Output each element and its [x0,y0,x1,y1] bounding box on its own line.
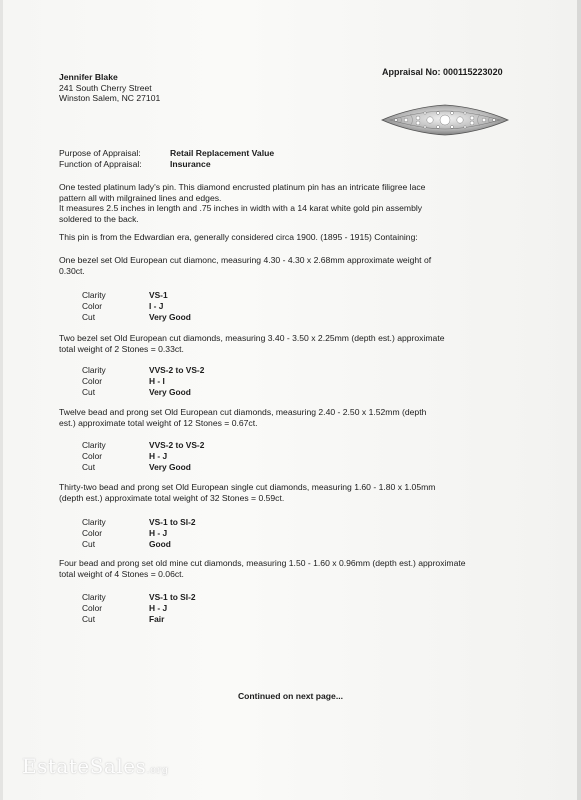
cut-value: Very Good [149,386,191,397]
color-value: H - J [149,602,168,613]
color-value: H - I [149,375,165,386]
page-left-edge [0,0,3,800]
cut-label: Cut [82,311,96,322]
stone-line: One bezel set Old European cut diamonc, measuring 4.30 - 4.30 x 2.68mm approximate weight of [59,255,432,265]
estatesales-watermark [22,754,169,778]
color-label: Color [82,527,103,538]
appraiser-street: 241 South Cherry Street [59,82,152,93]
color-value: H - J [149,450,168,461]
color-label: Color [82,602,103,613]
appraiser-city: Winston Salem, NC 27101 [59,93,161,103]
stone-line: Twelve bead and prong set Old European cut diamonds, measuring 2.40 - 2.50 x 1.52mm (depth [59,407,427,417]
stone-line: 0.30ct. [59,265,85,276]
description-line: One tested platinum lady's pin. This diamond encrusted platinum pin has an intricate filigree lace [59,182,426,192]
clarity-value: VS-1 to SI-2 [149,592,196,602]
stone-grade-table [82,440,204,472]
purpose-label: Purpose of Appraisal: [59,148,141,158]
stone-description [59,333,519,354]
stone-description [59,255,519,276]
item-description [59,182,519,224]
cut-value: Fair [149,613,165,624]
stone-line: total weight of 4 Stones = 0.06ct. [59,568,184,579]
stone-line: (depth est.) approximate total weight of 32 Stones = 0.59ct. [59,492,285,503]
color-label: Color [82,450,103,461]
color-value: I - J [149,300,164,311]
clarity-value: VS-1 [149,290,168,300]
cut-value: Good [149,538,171,549]
cut-label: Cut [82,538,96,549]
clarity-value: VVS-2 to VS-2 [149,440,205,450]
cut-label: Cut [82,461,96,472]
clarity-label: Clarity [82,517,106,527]
clarity-value: VVS-2 to VS-2 [149,365,205,375]
description-line: It measures 2.5 inches in length and .75 inches in width with a 14 karat white gold pin assembly [59,203,423,213]
color-value: H - J [149,527,168,538]
clarity-label: Clarity [82,440,106,450]
appraiser-name: Jennifer Blake [59,72,118,82]
clarity-value: VS-1 to SI-2 [149,517,196,527]
era-line: This pin is from the Edwardian era, generally considered circa 1900. (1895 - 1915) Containing: [59,232,418,242]
function-value: Insurance [170,158,211,169]
appraiser-address-block [59,72,160,104]
stone-description [59,407,519,428]
stone-line: Four bead and prong set old mine cut diamonds, measuring 1.50 - 1.60 x 0.96mm (depth est.) approximate [59,558,466,568]
function-label: Function of Appraisal: [59,158,142,169]
cut-label: Cut [82,386,96,397]
stone-line: Two bezel set Old European cut diamonds, measuring 3.40 - 3.50 x 2.25mm (depth est.) approximate [59,333,445,343]
stone-grade-table [82,290,191,322]
page-right-edge [577,0,581,800]
purpose-block [59,148,274,169]
brooch-image [380,100,510,140]
stone-description [59,558,519,579]
stone-line: Thirty-two bead and prong set Old European single cut diamonds, measuring 1.60 - 1.80 x 1.05mm [59,482,436,492]
stone-description [59,482,519,503]
watermark-suffix: .org [146,765,169,776]
description-line: soldered to the back. [59,213,139,224]
era-statement [59,232,519,243]
clarity-label: Clarity [82,592,106,602]
clarity-label: Clarity [82,290,106,300]
stone-grade-table [82,365,204,397]
watermark-main: EstateSales [22,754,147,778]
clarity-label: Clarity [82,365,106,375]
color-label: Color [82,375,103,386]
color-label: Color [82,300,103,311]
stone-line: est.) approximate total weight of 12 Stones = 0.67ct. [59,417,258,428]
cut-value: Very Good [149,311,191,322]
cut-value: Very Good [149,461,191,472]
stone-line: total weight of 2 Stones = 0.33ct. [59,343,184,354]
purpose-value: Retail Replacement Value [170,148,275,158]
description-line: pattern all with milgrained lines and edges. [59,192,222,203]
cut-label: Cut [82,613,96,624]
appraisal-number: Appraisal No: 000115223020 [382,67,503,77]
stone-grade-table [82,592,196,624]
stone-grade-table [82,517,196,549]
continued-note: Continued on next page... [237,691,344,701]
